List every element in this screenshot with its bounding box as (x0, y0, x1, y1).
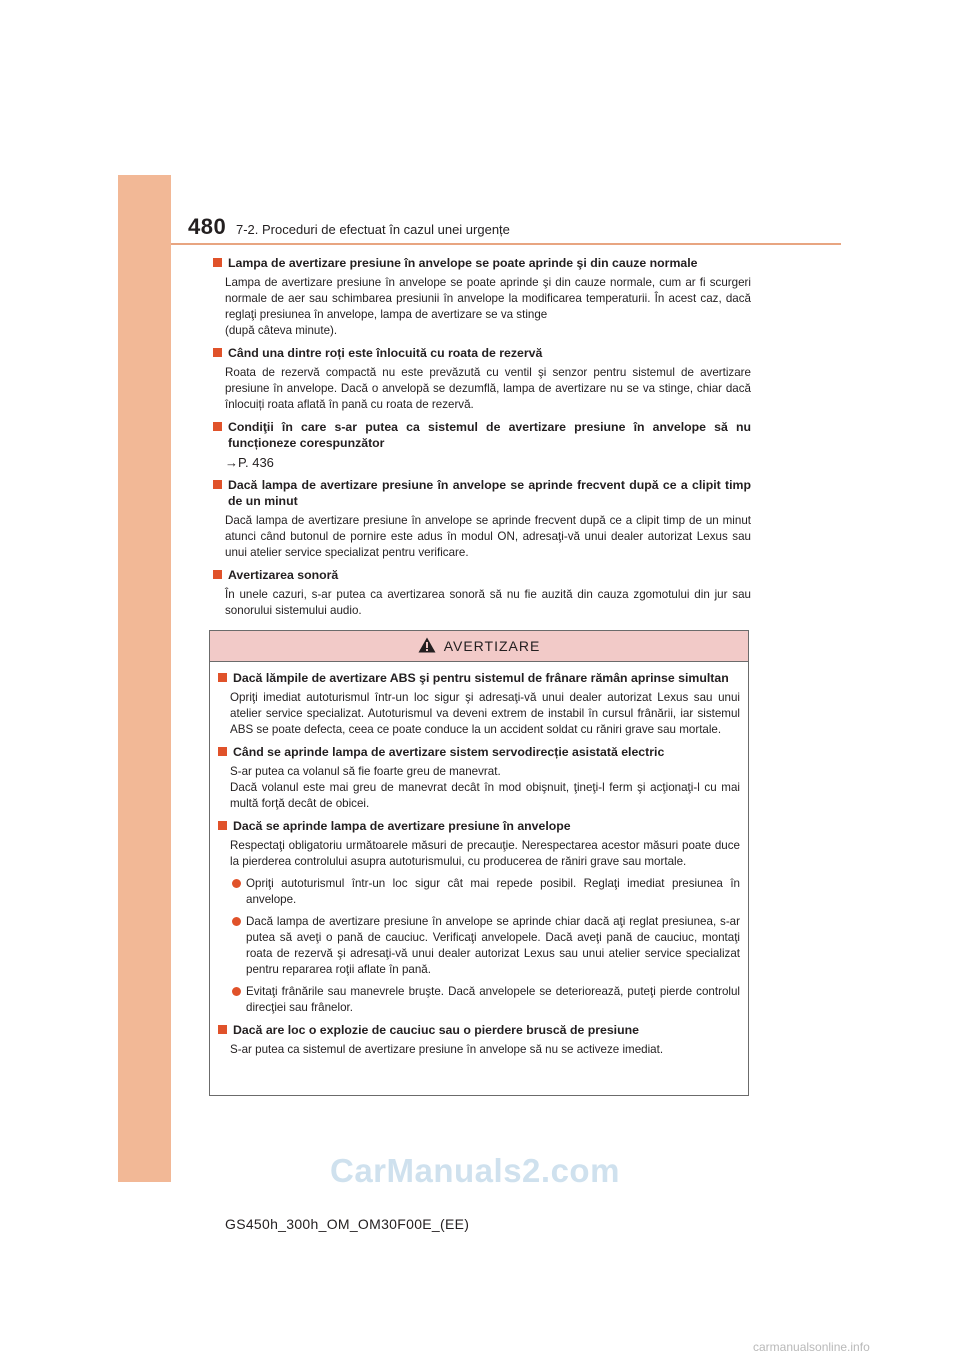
section-body: Roata de rezervă compactă nu este prevăzută cu ventil şi senzor pentru sistemul de avertizare presiune în anvelope. Dacă o anvelopă se dezumflă, lampa de avertizare nu se va stinge, chiar dacă înlocuiți roata aflată în pană cu roata de rezervă. (225, 366, 751, 411)
section-audible-warning (211, 567, 751, 619)
warning-body: Opriţi imediat autoturismul într-un loc sigur şi adresaţi-vă unui dealer autorizat Lexus sau unui atelier service specializat. Autoturismul va deveni extrem de instabil în cursul frânării, iar sistemul ABS se poate defecta, ceea ce poate conduce la un accident soldat cu răniri grave sau mortale. (230, 691, 740, 736)
warning-section-eps (216, 744, 740, 812)
section-body: Lampa de avertizare presiune în anvelope se poate aprinde şi din cauze normale, cum ar fi scurgeri normale de aer sau schimbarea presiunii în anvelope la modificarea temperaturii. În acest caz, dacă reglaţi presiunea în anvelope, lampa de avertizare se va stinge (după câteva minute). (225, 276, 751, 337)
list-item (232, 914, 740, 978)
warning-body: S-ar putea ca volanul să fie foarte greu de manevrat. Dacă volanul este mai greu de manevrat decât în mod obişnuit, ţineţi-l ferm şi acţionaţi-l cu mai multă forţă decât de obicei. (230, 765, 740, 810)
warning-header (210, 631, 748, 662)
section-heading: Avertizarea sonoră (228, 568, 339, 582)
square-bullet-icon (213, 422, 222, 431)
warning-title: AVERTIZARE (443, 638, 541, 654)
section-normal-causes (211, 255, 751, 339)
warning-body: S-ar putea ca sistemul de avertizare presiune în anvelope să nu se activeze imediat. (230, 1043, 664, 1056)
section-heading: Condiţii în care s-ar putea ca sistemul de avertizare presiune în anvelope să nu funcționeze corespunzător (228, 420, 751, 450)
dot-bullet-icon (232, 917, 241, 926)
warning-content (210, 662, 748, 1058)
square-bullet-icon (218, 747, 227, 756)
section-body: Dacă lampa de avertizare presiune în anvelope se aprinde frecvent după ce a clipit timp de un minut atunci când butonul de pornire este adus în modul ON, adresaţi-vă unui dealer autorizat Lexus sau unui atelier service specializat pentru verificare. (225, 514, 751, 559)
section-body: În unele cazuri, s-ar putea ca avertizarea sonoră să nu fie auzită din cauza zgomotului din jur sau sonorului sistemului audio. (225, 588, 751, 617)
warning-heading: Dacă are loc o explozie de cauciuc sau o pierdere bruscă de presiune (233, 1023, 639, 1037)
side-tab-band (118, 175, 171, 1182)
square-bullet-icon (213, 348, 222, 357)
square-bullet-icon (213, 258, 222, 267)
warning-section-blowout (216, 1022, 740, 1058)
section-malfunction-conditions (211, 419, 751, 471)
warning-heading: Când se aprinde lampa de avertizare sistem servodirecție asistată electric (233, 745, 665, 759)
dot-bullet-icon (232, 879, 241, 888)
list-item (232, 876, 740, 908)
square-bullet-icon (218, 821, 227, 830)
warning-heading: Dacă lămpile de avertizare ABS şi pentru sistemul de frânare rămân aprinse simultan (233, 671, 729, 685)
list-item-text: Opriţi autoturismul într-un loc sigur cât mai repede posibil. Reglaţi imediat presiunea în anvelope. (246, 877, 740, 906)
warning-section-tpms (216, 818, 740, 1016)
header-rule (171, 243, 841, 245)
watermark-logo: CarManuals2.com (330, 1152, 620, 1189)
square-bullet-icon (213, 570, 222, 579)
chapter-title: 7-2. Proceduri de efectuat în cazul unei urgențe (236, 222, 510, 237)
main-content (211, 255, 751, 625)
page-reference-link[interactable]: →P. 436 (225, 455, 274, 470)
list-item-text: Dacă lampa de avertizare presiune în anvelope se aprinde chiar dacă aţi reglat presiunea, s-ar putea să aveţi o pană de cauciuc. Verificaţi anvelopele. Dacă aveţi pană de cauciuc, montaţi roata de rezervă şi adresaţi-vă unui dealer autorizat Lexus sau unui atelier service specializat pentru repararea roţii aflate în pană. (246, 915, 740, 976)
section-heading: Dacă lampa de avertizare presiune în anvelope se aprinde frecvent după ce a clipit timp de un minut (228, 478, 751, 508)
footer-model-code: GS450h_300h_OM_OM30F00E_(EE) (225, 1216, 470, 1232)
warning-triangle-icon (418, 637, 436, 656)
list-item (232, 984, 740, 1016)
dot-bullet-icon (232, 987, 241, 996)
warning-section-abs (216, 670, 740, 738)
square-bullet-icon (218, 1025, 227, 1034)
section-heading: Când una dintre roți este înlocuită cu roata de rezervă (228, 346, 543, 360)
square-bullet-icon (218, 673, 227, 682)
warning-heading: Dacă se aprinde lampa de avertizare presiune în anvelope (233, 819, 571, 833)
section-heading: Lampa de avertizare presiune în anvelope se poate aprinde şi din cauze normale (228, 256, 698, 270)
warning-box (209, 630, 749, 1096)
section-spare-wheel (211, 345, 751, 413)
warning-body: Respectaţi obligatoriu următoarele măsuri de precauţie. Nerespectarea acestor măsuri poate duce la pierderea controlului asupra autoturismului, cu producerea de răniri grave sau mortale. (230, 839, 740, 868)
square-bullet-icon (213, 480, 222, 489)
page-number: 480 (188, 214, 227, 239)
section-frequent-light (211, 477, 751, 561)
watermark-url: carmanualsonline.info (753, 1340, 870, 1354)
list-item-text: Evitaţi frânările sau manevrele bruşte. Dacă anvelopele se deteriorează, puteţi pierde controlul direcţiei sau frânelor. (246, 985, 740, 1014)
